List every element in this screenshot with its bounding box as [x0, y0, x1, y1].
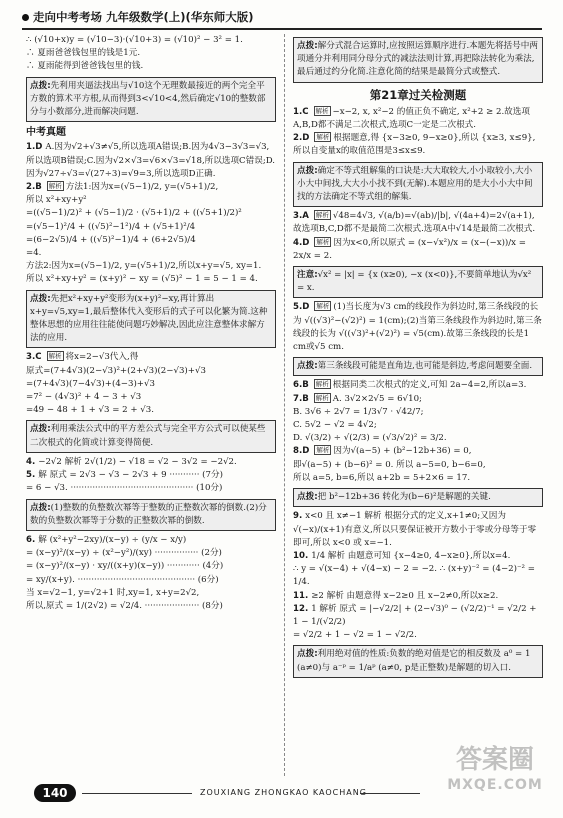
tip-label: 点拨:: [297, 165, 318, 176]
line-text: =(7+4√3)(7−4√3)+(4−3)+√3: [26, 378, 155, 389]
line-text: √48=4√3, √(a/b)=√(ab)/|b|, √(4a+4)=2√(a+1),故选项B,C,D都不是最简二次根式.选项A中√14是最简二次根式.: [293, 211, 536, 235]
footer-rule-left: [82, 793, 192, 794]
solution-line: [293, 237, 543, 263]
solution-line: [293, 132, 543, 158]
solution-line: [26, 547, 276, 560]
tip-box: [293, 162, 543, 208]
tip-text: 把 b²−12b+36 转化为(b−6)²是解题的关键.: [317, 492, 491, 503]
tip-label: 点拨:: [297, 41, 318, 51]
line-text: 因为x<0,所以原式 = (x−√x²)/x = (x−(−x))/x = 2x/x = 2.: [293, 237, 526, 261]
analysis-tag: 解析: [316, 133, 330, 142]
line-text: =(6−2√5)/4 + ((√5)²−1)/4 + (6+2√5)/4: [26, 234, 196, 245]
tip-text: 利用绝对值的性质:负数的绝对值是它的相反数及 a⁰ = 1 (a≠0)与 a⁻ᵖ = 1/aᵖ (a≠0, p是正整数)是解题的切入口.: [297, 649, 531, 673]
footer-rule-right: [360, 793, 420, 794]
line-text: ∴ (√10+x)y = (√10−3)·(√10+3) = (√10)² − 3² = 1.: [26, 35, 243, 45]
line-text: B. 3√6 ÷ 2√7 = 1/3√7 · √42/7;: [293, 406, 424, 417]
tip-text: 先把x²+xy+y²变形为(x+y)²−xy,再计算出x+y=√5,xy=1,最后整体代入变形后的式子可以化繁为简.这种整体思想的应用往往能使问题巧妙解决,因此应注意整体求解方法的应用.: [30, 293, 268, 344]
solution-line: [26, 351, 276, 364]
line-text: =(√5−1)²/4 + ((√5)²−1²)/4 + (√5+1)²/4: [26, 221, 196, 232]
bullet-icon: [22, 14, 29, 21]
solution-line: [26, 469, 276, 482]
analysis-tag: 解析: [315, 393, 329, 402]
line-text: = (x−y)²/(x−y) · xy/((x+y)(x−y)) ············ (4分): [26, 561, 224, 572]
solution-line: [293, 419, 543, 432]
solution-line: [26, 482, 276, 495]
solution-line: [293, 590, 543, 603]
solution-line: [26, 365, 276, 378]
line-text: =4.: [26, 248, 42, 259]
question-number: 2.B: [26, 182, 45, 193]
line-text: 方法2:因为x=(√5−1)/2, y=(√5+1)/2,所以x+y=√5, xy=1.: [26, 261, 262, 272]
analysis-tag: 解析: [316, 446, 330, 455]
tip-box: [293, 488, 543, 507]
line-text: =7² − (4√3)² + 4 − 3 + √3: [26, 392, 142, 403]
solution-line: [293, 472, 543, 485]
line-text: 根据题意,得 {x−3≥0, 9−x≥0},所以 {x≥3, x≤9},所以自变量x的取值范围是3≤x≤9.: [293, 133, 536, 157]
solution-line: [293, 432, 543, 445]
question-number: 6.B: [293, 380, 312, 391]
solution-line: [293, 510, 543, 550]
line-text: 因为√(a−5) + (b²−12b+36) = 0,: [333, 446, 472, 457]
tip-box: [26, 290, 276, 349]
line-text: −2√2 解析 2√(1/2) − √18 = √2 − 3√2 = −2√2.: [38, 456, 237, 467]
solution-line: [293, 603, 543, 629]
question-number: 4.D: [293, 237, 313, 248]
analysis-tag: 解析: [316, 302, 330, 311]
tip-box: [293, 645, 543, 677]
tip-text: 第三条线段可能是直角边,也可能是斜边,考虑问题要全面.: [317, 361, 533, 372]
solution-line: [26, 247, 276, 260]
tip-label: 点拨:: [30, 424, 51, 435]
solution-line: [293, 550, 543, 563]
line-text: 解 (x²+y²−2xy)/(x−y) ÷ (y/x − x/y): [38, 534, 187, 545]
solution-line: [26, 600, 276, 613]
solution-line: [293, 301, 543, 354]
line-text: 所以 x²+xy+y²: [26, 195, 87, 206]
solution-line: [293, 379, 543, 392]
line-text: ∴ y = √(x−4) + √(4−x) − 2 = −2. ∴ (x+y)⁻² = (4−2)⁻² = 1/4.: [293, 564, 535, 588]
line-text: 1 解析 原式 = |−√2/2| + (2−√3)⁰ − (√2/2)⁻¹ = √2/2 + 1 − 1/(√2/2): [293, 603, 537, 627]
line-text: A. 3√2×2√5 = 6√10;: [332, 393, 422, 404]
line-text: 所以 x²+xy+y² = (x+y)² − xy = (√5)² − 1 = 5 − 1 = 4.: [26, 274, 258, 285]
analysis-tag: 解析: [315, 380, 329, 389]
question-number: 6.: [26, 534, 39, 545]
solution-line: [26, 260, 276, 273]
solution-line: [293, 445, 543, 458]
solution-line: [26, 234, 276, 247]
question-number: 11.: [293, 590, 312, 601]
tip-label: 点拨:: [297, 649, 318, 660]
solution-line: [26, 560, 276, 573]
solution-line: [26, 60, 276, 73]
question-number: 8.D: [293, 446, 313, 457]
solution-line: [293, 406, 543, 419]
tip-box: [293, 357, 543, 376]
line-text: = (x−y)²/(x−y) ÷ (x²−y²)/(xy) ················ (2分): [26, 548, 222, 559]
watermark-logo: [430, 744, 560, 810]
watermark-text: 答案圈: [455, 745, 534, 775]
analysis-tag: 解析: [315, 106, 329, 115]
question-number: 5.D: [293, 302, 313, 313]
line-text: 所以 a=5, b=6,所以 a+2b = 5+2×6 = 17.: [293, 472, 471, 483]
line-text: 方法1:因为x=(√5−1)/2, y=(√5+1)/2,: [65, 182, 219, 193]
tip-text: 先利用夹逼法找出与√10这个无理数最接近的两个完全平方数的算术平方根,从而得到3<√10<4,然后确定√10的整数部分与小数部分,进而解决问题.: [30, 80, 266, 118]
line-text: 解 原式 = 2√3 − √3 − 2√3 + 9 ··········· (7分): [38, 470, 223, 481]
footer-text: ZOUXIANG ZHONGKAO KAOCHANG: [200, 788, 367, 797]
question-number: 12.: [293, 603, 312, 614]
solution-line: [26, 34, 276, 47]
solution-line: [293, 106, 543, 132]
tip-label: 注意:: [297, 270, 318, 281]
solution-line: [26, 378, 276, 391]
line-text: 将x=2−√3代入,得: [65, 352, 139, 363]
solution-line: [26, 221, 276, 234]
solution-line: [293, 210, 543, 236]
page-header: [22, 6, 542, 30]
solution-line: [26, 47, 276, 60]
tip-text: 利用乘法公式中的平方差公式与完全平方公式可以使某些二次根式的化简或计算变得简便.: [30, 424, 266, 448]
tip-box: [26, 499, 276, 531]
tip-box: [26, 77, 276, 123]
line-text: C. 5√2 − √2 = 4√2;: [293, 420, 377, 431]
solution-line: [26, 404, 276, 417]
left-column: [26, 34, 276, 613]
solution-line: [293, 459, 543, 472]
solution-line: [26, 141, 276, 181]
tip-label: 点拨:: [30, 502, 51, 513]
line-text: 所以,原式 = 1/(2√2) = √2/4. ···················· (8分): [26, 600, 223, 611]
tip-text: √x² = |x| = {x (x≥0), −x (x<0)},不要简单地认为√x² = x.: [297, 270, 532, 294]
question-number: 3.C: [26, 352, 45, 363]
line-text: 当 x=√2−1, y=√2+1 时,xy=1, x+y=2√2,: [26, 587, 200, 598]
tip-box: [293, 37, 543, 83]
chapter-title: 第21章过关检测题: [369, 87, 467, 102]
line-text: A.因为√2+√3≠√5,所以选项A错误;B.因为4√3−3√3=√3,所以选项B错误;C.因为√2×√3=√6×√3=√18,所以选项C错误;D.因为√27÷√3=√(27÷3)=√9=3,所以选项D正确.: [26, 142, 276, 179]
line-text: = xy/(x+y). ··········································· (6分): [26, 574, 219, 585]
tip-box: [293, 266, 543, 298]
solution-line: [26, 534, 276, 547]
tip-box: [26, 420, 276, 452]
line-text: x<0 且 x≠−1 解析 根据分式的定义,x+1≠0;又因为√(−x)/(x+1)有意义,所以只要保证被开方数小于零或分母等于零即可,所以 x<0 或 x=−1.: [293, 511, 537, 548]
solution-line: [26, 194, 276, 207]
solution-line: [26, 181, 276, 194]
analysis-tag: 解析: [315, 211, 329, 220]
line-text: 根据同类二次根式的定义,可知 2a−4=2,所以a=3.: [332, 380, 527, 391]
solution-line: [26, 456, 276, 469]
question-number: 5.: [26, 470, 39, 481]
line-text: ∴ 夏雨能得到爸爸钱包里的钱.: [26, 61, 144, 72]
tip-label: 点拨:: [30, 80, 51, 91]
analysis-tag: 解析: [48, 352, 62, 361]
question-number: 1.C: [293, 106, 312, 117]
line-text: D. √(3/2) ÷ √(2/3) = (√3/√2)² = 3/2.: [293, 433, 447, 444]
line-text: 1/4 解析 由题意可知 {x−4≥0, 4−x≥0},所以x=4.: [311, 550, 511, 561]
line-text: −x−2, x, x²−2 的值正负不确定, x²+2 ≥ 2.故选项A,B,D都不满足二次根式,选项C一定是二次根式.: [293, 106, 530, 131]
line-text: 即√(a−5) + (b−6)² = 0. 所以 a−5=0, b−6=0,: [293, 459, 486, 470]
solution-line: [26, 273, 276, 286]
analysis-tag: 解析: [316, 237, 330, 246]
question-number: 2.D: [293, 133, 313, 144]
solution-line: [293, 563, 543, 589]
question-number: 3.A: [293, 211, 312, 222]
tip-text: 确定不等式组解集的口诀是:大大取较大,小小取较小,大小小大中间找,大大小小找不到(无解).本题应用的是大小小大中间找的方法确定不等式组的解集.: [297, 165, 533, 203]
question-number: 4.: [26, 456, 39, 467]
solution-line: [26, 587, 276, 600]
line-text: ≥2 解析 由题意得 x−2≥0 且 x−2≠0,所以x≥2.: [311, 590, 499, 601]
book-title: 走向中考考场 九年级数学(上)(华东师大版): [33, 10, 254, 24]
tip-text: 解分式混合运算时,应按照运算顺序进行.本题先将括号中两项通分并利用同分母分式的减法法则计算,再把除法转化为乘法,最后通过约分化简.注意化简的结果是最简分式或整式.: [297, 41, 538, 78]
solution-line: [26, 207, 276, 220]
tip-label: 点拨:: [297, 492, 318, 503]
tip-label: 点拨:: [30, 293, 51, 304]
line-text: ∴ 夏雨爸爸钱包里的钱是1元.: [26, 48, 141, 59]
line-text: = √2/2 + 1 − √2 = 1 − √2/2.: [293, 630, 417, 641]
watermark-url: MXQE.COM: [447, 777, 543, 793]
analysis-tag: 解析: [48, 182, 62, 191]
tip-text: (1)整数的负整数次幂等于整数的正整数次幂的倒数.(2)分数的负整数次幂等于分数的正整数次幂的倒数.: [30, 502, 267, 526]
solution-line: [293, 393, 543, 406]
line-text: =49 − 48 + 1 + √3 = 2 + √3.: [26, 405, 154, 416]
solution-line: [26, 391, 276, 404]
question-number: 7.B: [293, 393, 312, 404]
solution-line: [26, 574, 276, 587]
line-text: = 6 − √3. ············································· (10分): [26, 483, 223, 494]
line-text: (1)当长度为√3 cm的线段作为斜边时,第三条线段的长为 √((√3)²−(√2)²) = 1(cm);(2)当第三条线段作为斜边时,第三条线段的长为 √((√3)²+(√2)²) = √5(cm).故第三条线段的长是1 cm或√5 cm.: [293, 302, 542, 353]
line-text: =((√5−1)/2)² + (√5−1)/2 · (√5+1)/2 + ((√5+1)/2)²: [26, 208, 242, 219]
line-text: 原式=(7+4√3)(2−√3)²+(2+√3)(2−√3)+√3: [26, 365, 206, 376]
solution-line: [293, 629, 543, 642]
tip-label: 点拨:: [297, 361, 318, 372]
right-column: [293, 34, 543, 681]
question-number: 9.: [293, 511, 306, 522]
section-heading: 中考真题: [26, 127, 66, 139]
question-number: 10.: [293, 550, 312, 561]
question-number: 1.D: [26, 142, 46, 153]
page-number: 140: [34, 784, 76, 802]
column-divider: [284, 34, 285, 776]
